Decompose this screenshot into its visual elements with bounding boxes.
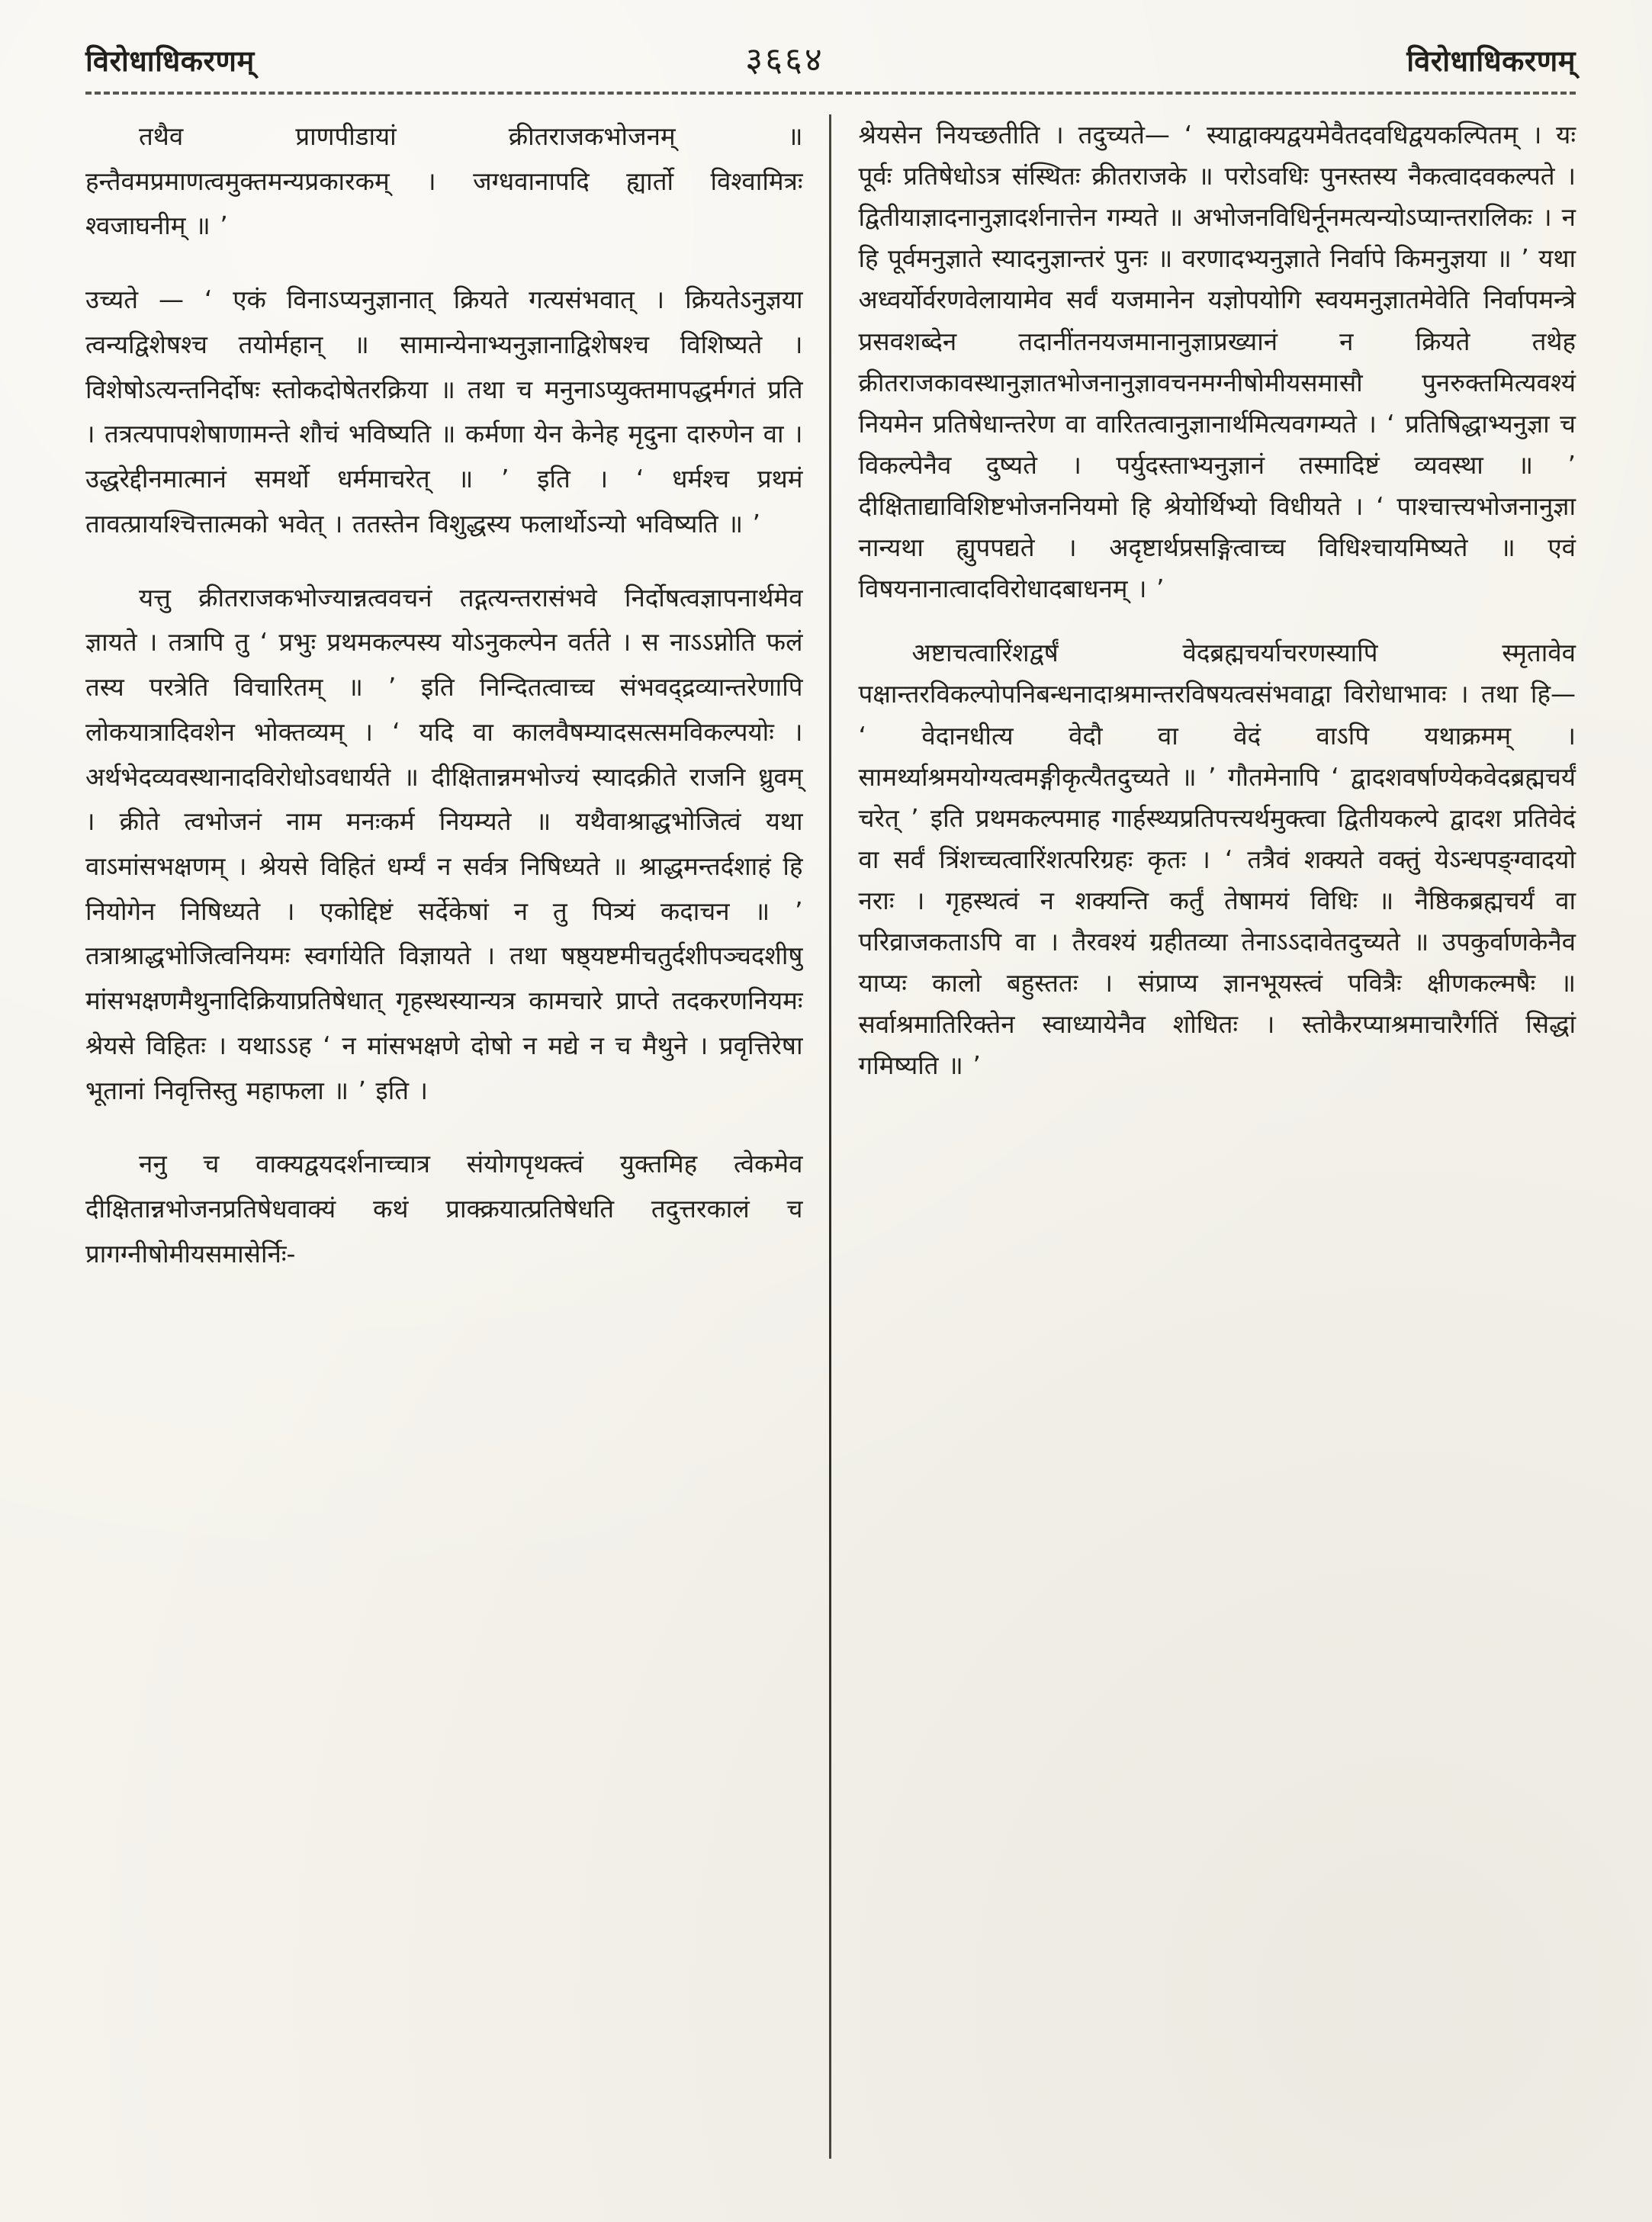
right-column [831,114,1576,2159]
left-paragraph-4: ननु च वाक्यद्वयदर्शनाच्चात्र संयोगपृथक्त्वं युक्तमिह त्वेकमेव दीक्षितान्नभोजनप्रतिषेधवाक्यं कथं प्राक्क्रयात्प्रतिषेधति तदुत्तरकालं च प्रागग्नीषोमीयसमासेर्निः- [85,1149,803,1269]
page-header [85,35,1576,81]
page-number: ३६६४ [745,40,824,79]
right-paragraph-2: अष्टाचत्वारिंशद्वर्षं वेदब्रह्मचर्याचरणस्यापि स्मृतावेव पक्षान्तरविकल्पोपनिबन्धनादाश्रमान्तरविषयत्वसंभवाद्वा विरोधाभावः । तथा हि— ‘ वेदानधीत्य वेदौ वा वेदं वाऽपि यथाक्रमम् । सामर्थ्याश्रमयोग्यत्वमङ्गीकृत्यैतदुच्यते ॥ ’ गौतमेनापि ‘ द्वादशवर्षाण्येकवेदब्रह्मचर्यं चरेत् ’ इति प्रथमकल्पमाह गार्हस्थ्यप्रतिपत्त्यर्थमुक्त्वा द्वितीयकल्पे द्वादश प्रतिवेदं वा सर्वं त्रिंशच्चत्वारिंशत्परिग्रहः कृतः । ‘ तत्रैवं शक्यते वक्तुं येऽन्धपङ्ग्वादयो नराः । गृहस्थत्वं न शक्यन्ति कर्तुं तेषामयं विधिः ॥ नैष्ठिकब्रह्मचर्यं वा परिव्राजकताऽपि वा । तैरवश्यं ग्रहीतव्या तेनाऽऽदावेतदुच्यते ॥ उपकुर्वाणकेनैव याप्यः कालो बहुस्ततः । संप्राप्य ज्ञानभूयस्त्वं पवित्रैः क्षीणकल्मषैः ॥ सर्वाश्रमातिरिक्तेन स्वाध्यायेनैव शोधितः । स्तोकैरप्याश्रमाचारैर्गतिं सिद्धां गमिष्यति ॥ ’ [858,638,1576,1081]
text-columns [85,114,1576,2159]
left-paragraph-2: उच्यते — ‘ एकं विनाऽप्यनुज्ञानात् क्रियते गत्यसंभवात् । क्रियतेऽनुज्ञया त्वन्यद्विशेषश्च तयोर्महान् ॥ सामान्येनाभ्यनुज्ञानाद्विशेषश्च विशिष्यते । विशेषोऽत्यन्तनिर्दोषः स्तोकदोषेतरक्रिया ॥ तथा च मनुनाऽप्युक्तमापद्धर्मगतं प्रति । तत्रत्यपापशेषाणामन्ते शौचं भविष्यति ॥ कर्मणा येन केनेह मृदुना दारुणेन वा । उद्धरेद्दीनमात्मानं समर्थो धर्ममाचरेत् ॥ ’ इति । ‘ धर्मश्च प्रथमं तावत्प्रायश्चित्तात्मको भवेत् । ततस्तेन विशुद्धस्य फलार्थोऽन्यो भविष्यति ॥ ’ [85,285,803,539]
right-paragraph-1: श्रेयसेन नियच्छतीति । तदुच्यते— ‘ स्याद्वाक्यद्वयमेवैतदवधिद्वयकल्पितम् । यः पूर्वः प्रतिषेधोऽत्र संस्थितः क्रीतराजके ॥ परोऽवधिः पुनस्तस्य नैकत्वादवकल्पते । द्वितीयाज्ञादनानुज्ञादर्शनात्तेन गम्यते ॥ अभोजनविधिर्नूनमत्यन्योऽप्यान्तरालिकः । न हि पूर्वमनुज्ञाते स्यादनुज्ञान्तरं पुनः ॥ वरणादभ्यनुज्ञाते निर्वापे किमनुज्ञया ॥ ’ यथा अध्वर्योर्वरणवेलायामेव सर्वं यजमानेन यज्ञोपयोगि स्वयमनुज्ञातमेवेति निर्वापमन्त्रे प्रसवशब्देन तदानींतनयजमानानुज्ञाप्रख्यानं न क्रियते तथेह क्रीतराजकावस्थानुज्ञातभोजनानुज्ञावचनमग्नीषोमीयसमासौ पुनरुक्तमित्यवश्यं नियमेन प्रतिषेधान्तरेण वा वारितत्वानुज्ञानार्थमित्यवगम्यते । ‘ प्रतिषिद्धाभ्यनुज्ञा च विकल्पेनैव दुष्यते । पर्युदस्ताभ्यनुज्ञानं तस्मादिष्टं व्यवस्था ॥ ’ दीक्षिताद्याविशिष्टभोजननियमो हि श्रेयोर्थिभ्यो विधीयते । ‘ पाश्चात्त्यभोजनानुज्ञा नान्यथा ह्युपपद्यते । अदृष्टार्थप्रसङ्गित्वाच्च विधिश्चायमिष्यते ॥ एवं विषयनानात्वादविरोधादबाधनम् । ’ [858,120,1576,604]
header-title-right: विरोधाधिकरणम् [1406,44,1576,78]
header-title-left: विरोधाधिकरणम् [85,44,255,78]
left-column [85,114,829,2159]
header-rule [85,92,1576,95]
left-paragraph-1: तथैव प्राणपीडायां क्रीतराजकभोजनम् ॥ हन्तैवमप्रमाणत्वमुक्तमन्यप्रकारकम् । जग्धवानापदि ह्यार्तो विश्वामित्रः श्वजाघनीम् ॥ ’ [85,121,803,241]
left-paragraph-3: यत्तु क्रीतराजकभोज्यान्नत्ववचनं तद्गत्यन्तरासंभवे निर्दोषत्वज्ञापनार्थमेव ज्ञायते । तत्रापि तु ‘ प्रभुः प्रथमकल्पस्य योऽनुकल्पेन वर्तते । स नाऽऽप्नोति फलं तस्य परत्रेति विचारितम् ॥ ’ इति निन्दितत्वाच्च संभवद्द्रव्यान्तरेणापि लोकयात्रादिवशेन भोक्तव्यम् । ‘ यदि वा कालवैषम्यादसत्समविकल्पयोः । अर्थभेदव्यवस्थानादविरोधोऽवधार्यते ॥ दीक्षितान्नमभोज्यं स्यादक्रीते राजनि ध्रुवम् । क्रीते त्वभोजनं नाम मनःकर्म नियम्यते ॥ यथैवाश्राद्धभोजित्वं यथा वाऽमांसभक्षणम् । श्रेयसे विहितं धर्म्यं न सर्वत्र निषिध्यते ॥ श्राद्धमन्तर्दशाहं हि नियोगेन निषिध्यते । एकोद्दिष्टं सर्देकेषां न तु पित्र्यं कदाचन ॥ ’ तत्राश्राद्धभोजित्वनियमः स्वर्गायेति विज्ञायते । तथा षष्ठ्यष्टमीचतुर्दशीपञ्चदशीषु मांसभक्षणमैथुनादिक्रियाप्रतिषेधात् गृहस्थस्यान्यत्र कामचारे प्राप्ते तदकरणनियमः श्रेयसे विहितः । यथाऽऽह ‘ न मांसभक्षणे दोषो न मद्ये न च मैथुने । प्रवृत्तिरेषा भूतानां निवृत्तिस्तु महाफला ॥ ’ इति । [85,582,803,1105]
